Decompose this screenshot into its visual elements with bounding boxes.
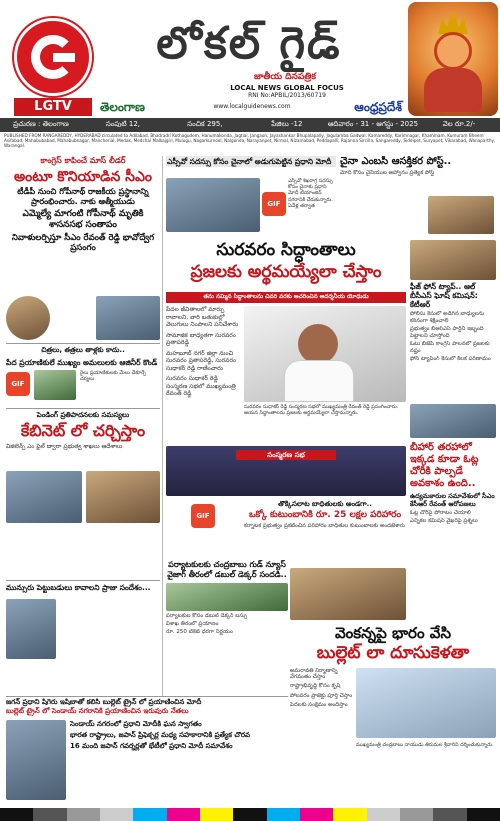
- ktr-photo: [410, 240, 496, 280]
- ktr-bullet: ప్రభుత్వం బీఆర్ఎస్ పార్టీని ఇబ్బంది పెట్టాలని చూస్తోంది: [410, 326, 484, 339]
- story-investment: [6, 583, 160, 693]
- state-telangana: తెలంగాణ: [100, 100, 145, 114]
- bihar-kicker: ఉద్యమకారుల సమావేశంలో సీఎం కేసీఆర్ రేవంత్ ఆరోపణలు: [410, 492, 495, 508]
- cabinet-photo-1: [6, 471, 82, 523]
- modi-arrival-photo: [166, 178, 260, 232]
- bullet-point: రాష్ట్రాభివృద్ధి కోసం కృషి: [290, 683, 341, 690]
- dateline-date: ఆదివారం - 31 - ఆగస్టు - 2025: [327, 120, 419, 128]
- main-bullets: [166, 306, 240, 442]
- ktr-bullet: ఫోన్ ట్యాపింగ్ కేసులో కీలక పరిణామం: [410, 356, 491, 362]
- embassy-headline: చైనా ఎంబసీ ఆసక్తికర పోస్ట్..: [340, 156, 452, 167]
- story-deck3: నివాళులర్పిస్తూ సీఎం రేవంత్ రెడ్డి భావోద్వేగ ప్రసంగం: [11, 233, 155, 253]
- main-headline: ప్రజలకు అర్థమయ్యేలా చేస్తాం: [190, 262, 382, 282]
- railway-title: చిత్రలు, తత్రలు తాళ్లకు కాదు..: [41, 346, 125, 354]
- divider: [6, 580, 160, 581]
- japan-body: బుల్లెట్ ట్రైన్ లో సెండాయ్ నగరానికి ప్రయాణించిన ఇరువురు నేతలు: [6, 707, 189, 715]
- story-railway: [6, 346, 160, 406]
- story-compensation: [244, 500, 406, 560]
- speaker-head: [298, 324, 338, 364]
- crown-icon: [438, 10, 468, 34]
- bullet-point: అమరావతి నిర్మాణాన్ని వేగవంతం చేస్తాం: [290, 668, 338, 681]
- cabinet-kicker: పెండింగ్ ప్రతిపాదనలకు సమస్యలు: [36, 411, 130, 419]
- embassy-photo: [428, 196, 494, 234]
- story-bihar: [410, 442, 496, 602]
- bihar-bullet: ఓట్ల చోరీపై పోరాటం చేయాలి: [410, 510, 471, 516]
- cabinet-headline: కేబినెట్ లో చర్చిస్తాం: [20, 421, 146, 440]
- ktr-meeting-photo: [410, 404, 496, 438]
- japan-bullet: భారత రాష్ట్రాలు, జపాన్ ప్రిఫెక్చర్ల మధ్య సహకారానికి ప్రత్యేక చొరవ: [70, 731, 250, 739]
- bihar-bullet: ఎన్నికల కమిషన్ వైఖరిపై ప్రశ్నలు: [410, 518, 478, 525]
- story-japan: [6, 698, 288, 806]
- embassy-body: మోదీ కోసం చైనీయుల ఆహ్వానం ప్రత్యేక పోస్ట్: [340, 170, 435, 176]
- main-strap: తను నమ్మిన సిద్ధాంతాలను చివరి వరకు ఆచరించిన ఆదర్శనీయ యోధుడు: [166, 292, 406, 303]
- speaker-body: [284, 360, 354, 402]
- japan-bullet: సెండాయ్ నగరంలో ప్రధాని మోదీకి ఘన స్వాగతం: [70, 720, 202, 728]
- bullet-kicker: వెంకన్నపై భారం వేసి: [335, 624, 451, 642]
- gopinath-photo: [6, 296, 50, 340]
- bullet-headline: బుల్లెట్ లా దూసుకెళతా: [316, 643, 470, 663]
- story-kicker: కాంగ్రెస్ కాపించే మాస్ లీడర్: [40, 156, 126, 165]
- bihar-headline: బీహార్ తరహాలో ఇక్కడ కూడా ఓట్ల చోరీకి పాల్పడే అవకాశం ఉంది..: [410, 442, 479, 489]
- railway-photo: [34, 370, 76, 400]
- chandrababu-photo: [356, 668, 496, 738]
- dateline-pages: పేజిలు -12: [271, 120, 303, 128]
- cabinet-photo-2: [86, 471, 160, 523]
- dateline-bar: [0, 118, 500, 132]
- divider: [6, 343, 160, 344]
- story-deck2: ఎమ్మెల్యే మాగంటి గోపీనాథ్ మృతికి శాసనసభ సంతాపం: [22, 209, 144, 230]
- tourism-headline: పర్యాటకులకు చంద్రబాబు గుడ్ న్యూస్ వైజాగ్ తీరంలో డబుల్ డెక్కర్ సందడి..: [167, 560, 287, 579]
- ktr-bullet: ఓటు బీజేపీ కాంగ్రెస్ పాలనలో ప్రజలకు నష్టం: [410, 341, 490, 354]
- railway-headline: పేద ప్రయాణికులే ముఖ్యం అమలులకు ఆజినీర్ కొండ్: [6, 358, 158, 367]
- subtitle: LOCAL NEWS GLOBAL FOCUS: [230, 84, 344, 92]
- tourism-bullet: రూ. 250 టికెట్ ధరగా నిర్ణయం: [166, 629, 233, 636]
- story-cabinet: [6, 411, 160, 547]
- story-tourism: [166, 560, 288, 694]
- story-modi-china: [166, 156, 336, 236]
- main-bullet-item: మహబూబ్ నగర్ జిల్లా నుంచి సురవరం ప్రతాపరెడ్డి, సురవరం సుధాకర్ రెడ్డి రాణించారు: [166, 349, 237, 372]
- compensation-headline: ఒక్కో కుటుంబానికి రూ. 25 లక్షల పరిహారం: [248, 510, 402, 520]
- dateline-volume: సంపుటి 12,: [105, 120, 141, 128]
- compensation-body: కర్నాటక ప్రభుత్వం ప్రకటించిన పరిహారం బాధితుల కుటుంబాలకు అందజేశారు: [244, 523, 406, 529]
- dateline-edition: ప్రచురణ : తెలంగాణ: [13, 120, 69, 128]
- japan-bullets: [70, 720, 288, 751]
- china-kicker: ఎస్సీవో సదస్సు కోసం చైనాలో అడుగుపెట్టిన ప్రధాని మోదీ: [166, 156, 336, 167]
- cm-photo: [96, 296, 160, 340]
- body-shape: [424, 68, 482, 112]
- color-registration-bar: [0, 808, 500, 821]
- compensation-kicker: తొక్కిసలాట బాధితులకు అండగా..: [278, 500, 372, 508]
- japan-kicker: జగన్ ప్రధాని షిగెరు ఇషిబాతో కలిసి బుల్లెట్ ట్రైన్ లో ప్రయాణించిన మోదీ: [6, 698, 202, 706]
- story-deck: టీడీపీ నుంచి గోపీనాథ్ రాజకీయ ప్రస్థానాన్ని ప్రారంభించారు. నాకు ఆత్మీయుడు: [17, 187, 149, 206]
- railway-body: రైలు ప్రయాణికులకు మేలు చేకూర్చే చర్యలు: [80, 370, 147, 383]
- masthead: [0, 0, 500, 118]
- bullet-body: ముఖ్యమంత్రి చంద్రబాబు నాయుడు తిరుమల శ్రీవారిని దర్శించుకున్నారు.: [356, 742, 494, 748]
- tourism-bullet: పర్యాటకుల కోసం డబుల్ డెక్కర్ బస్సు: [166, 613, 248, 619]
- japan-bullet: 16 మంది జపాన్ గవర్నర్లతో భేటీలో ప్రధాని మోదీ సమావేశం: [70, 742, 233, 750]
- china-body: ఎస్సీవో శిఖరాగ్ర సదస్సు కోసం చైనాకు ప్రధాని మోదీ టియాంజిన్ నగరానికి చేరుకున్నారు. ఏడేళ్ల తర్వాత: [288, 178, 333, 209]
- paper-title: లోకల్ గైడ్: [156, 18, 342, 69]
- cabinet-body: విజిలెన్స్ ఎం ఫైల్ ద్వారా ప్రభుత్వ శాఖలు ఆదేశాలు: [6, 443, 123, 450]
- tourism-photo: [290, 568, 406, 620]
- website-link[interactable]: www.localguidenews.com: [213, 103, 291, 110]
- tagline: జాతీయ దినపత్రిక: [254, 72, 316, 82]
- face-shape: [434, 32, 472, 70]
- story-china-embassy: [340, 156, 494, 236]
- tourism-bullet: విశాఖ తీరంలో ప్రయాణం: [166, 621, 219, 628]
- main-body: సురవరం సుధాకర్ రెడ్డి సంస్మరణ సభలో ముఖ్యమంత్రి రేవంత్ రెడ్డి ప్రసంగించారు. ఆయన సిద్ధాంతాలను ప్రజలకు అర్థమయ్యేలా చేస్తామన్నారు.: [244, 404, 399, 417]
- bullet-points: [290, 668, 354, 784]
- cm-speech-photo: [244, 306, 406, 402]
- story-headline: అంటూ కొనియాడిన సీఎం: [13, 169, 153, 185]
- gif-badge-icon: GIF: [262, 192, 286, 216]
- ktr-headline: ఫీజ్ ఫోన్ ట్యాప్.. ఆల్ బీసీఎస్ ఘోష్ కమిషన్: కేటీఆర్: [410, 282, 478, 309]
- state-andhra: ఆంధ్రప్రదేశ్: [354, 100, 402, 114]
- japan-photo: [6, 720, 66, 800]
- main-kicker: సురవరం సిద్ధాంతాలు: [216, 240, 356, 260]
- bullet-point: పేదలకు సంక్షేమం అందిస్తాం: [290, 701, 348, 708]
- divider: [6, 696, 288, 697]
- column-divider: [162, 156, 163, 696]
- logo-label: LGTV: [14, 98, 92, 116]
- double-decker-photo: [166, 583, 288, 611]
- investment-photo: [6, 599, 56, 659]
- main-story-head: [166, 240, 406, 292]
- lgtv-logo-icon: [14, 18, 92, 96]
- registration-number: RNI No:APBIL/2013/60719: [248, 92, 326, 99]
- dateline-price: వెల రూ.2/-: [442, 120, 476, 128]
- main-bullet-item: పేదల జీవితాలలో మార్పు రావాలని, వారి బతుకుల్లో వెలుగులు నింపాలని పనిచేశారు: [166, 306, 239, 328]
- dateline-issue: సంచిక 295,: [187, 120, 223, 128]
- main-bullet-item: సామాజిక బాధ్యతగా సురవరం ప్రతాపరెడ్డి: [166, 331, 236, 346]
- publisher-note: PUBLISHED FROM RANGAREDDY, HYDERABAD circulated to Adilabad, Bhadradri Kothagudem, Hanumakonda, Jagtial, Jangaon, Jayashankar Bhupalapally, Jogulamba Gadwal, Kamareddy, Karimnagar, Khammam, Kumuram Bheem Asifabad, Mahabubabad, Mahabubnagar, Mancherial, Medak, Medchal Malkajgiri, Mulugu, Nagarkurnool, Nalgonda, Narayanpet, Nirmal, Nizamabad, Peddapalli, Rajanna Sircilla, Sangareddy, Siddipet, Suryapet, Vikarabad, Wanaparthy, Warangal.: [4, 133, 496, 148]
- gif-badge-icon: GIF: [6, 372, 30, 396]
- deity-image: [408, 2, 498, 116]
- main-bullet-item: సురవరం సుధాకర్ రెడ్డి సంస్మరణ సభలో ముఖ్యమంత్రి రేవంత్ రెడ్డి: [166, 375, 236, 397]
- stage-photo: [166, 446, 406, 496]
- bullet-point: పోలవరం ప్రాజెక్టు పూర్తి చేస్తాం: [290, 692, 353, 699]
- investment-headline: మున్సురు పెట్టుబడులు కావాలని ప్రాజు సందేశం...: [6, 583, 151, 592]
- ktr-bullet: పోలీసు కేసులో అడిగిన బాధ్యులను కఠినంగా శిక్షించాలి: [410, 311, 485, 324]
- divider: [6, 408, 160, 409]
- gif-badge-icon: GIF: [191, 504, 215, 528]
- stage-banner: సంస్మరణ సభ: [236, 450, 336, 460]
